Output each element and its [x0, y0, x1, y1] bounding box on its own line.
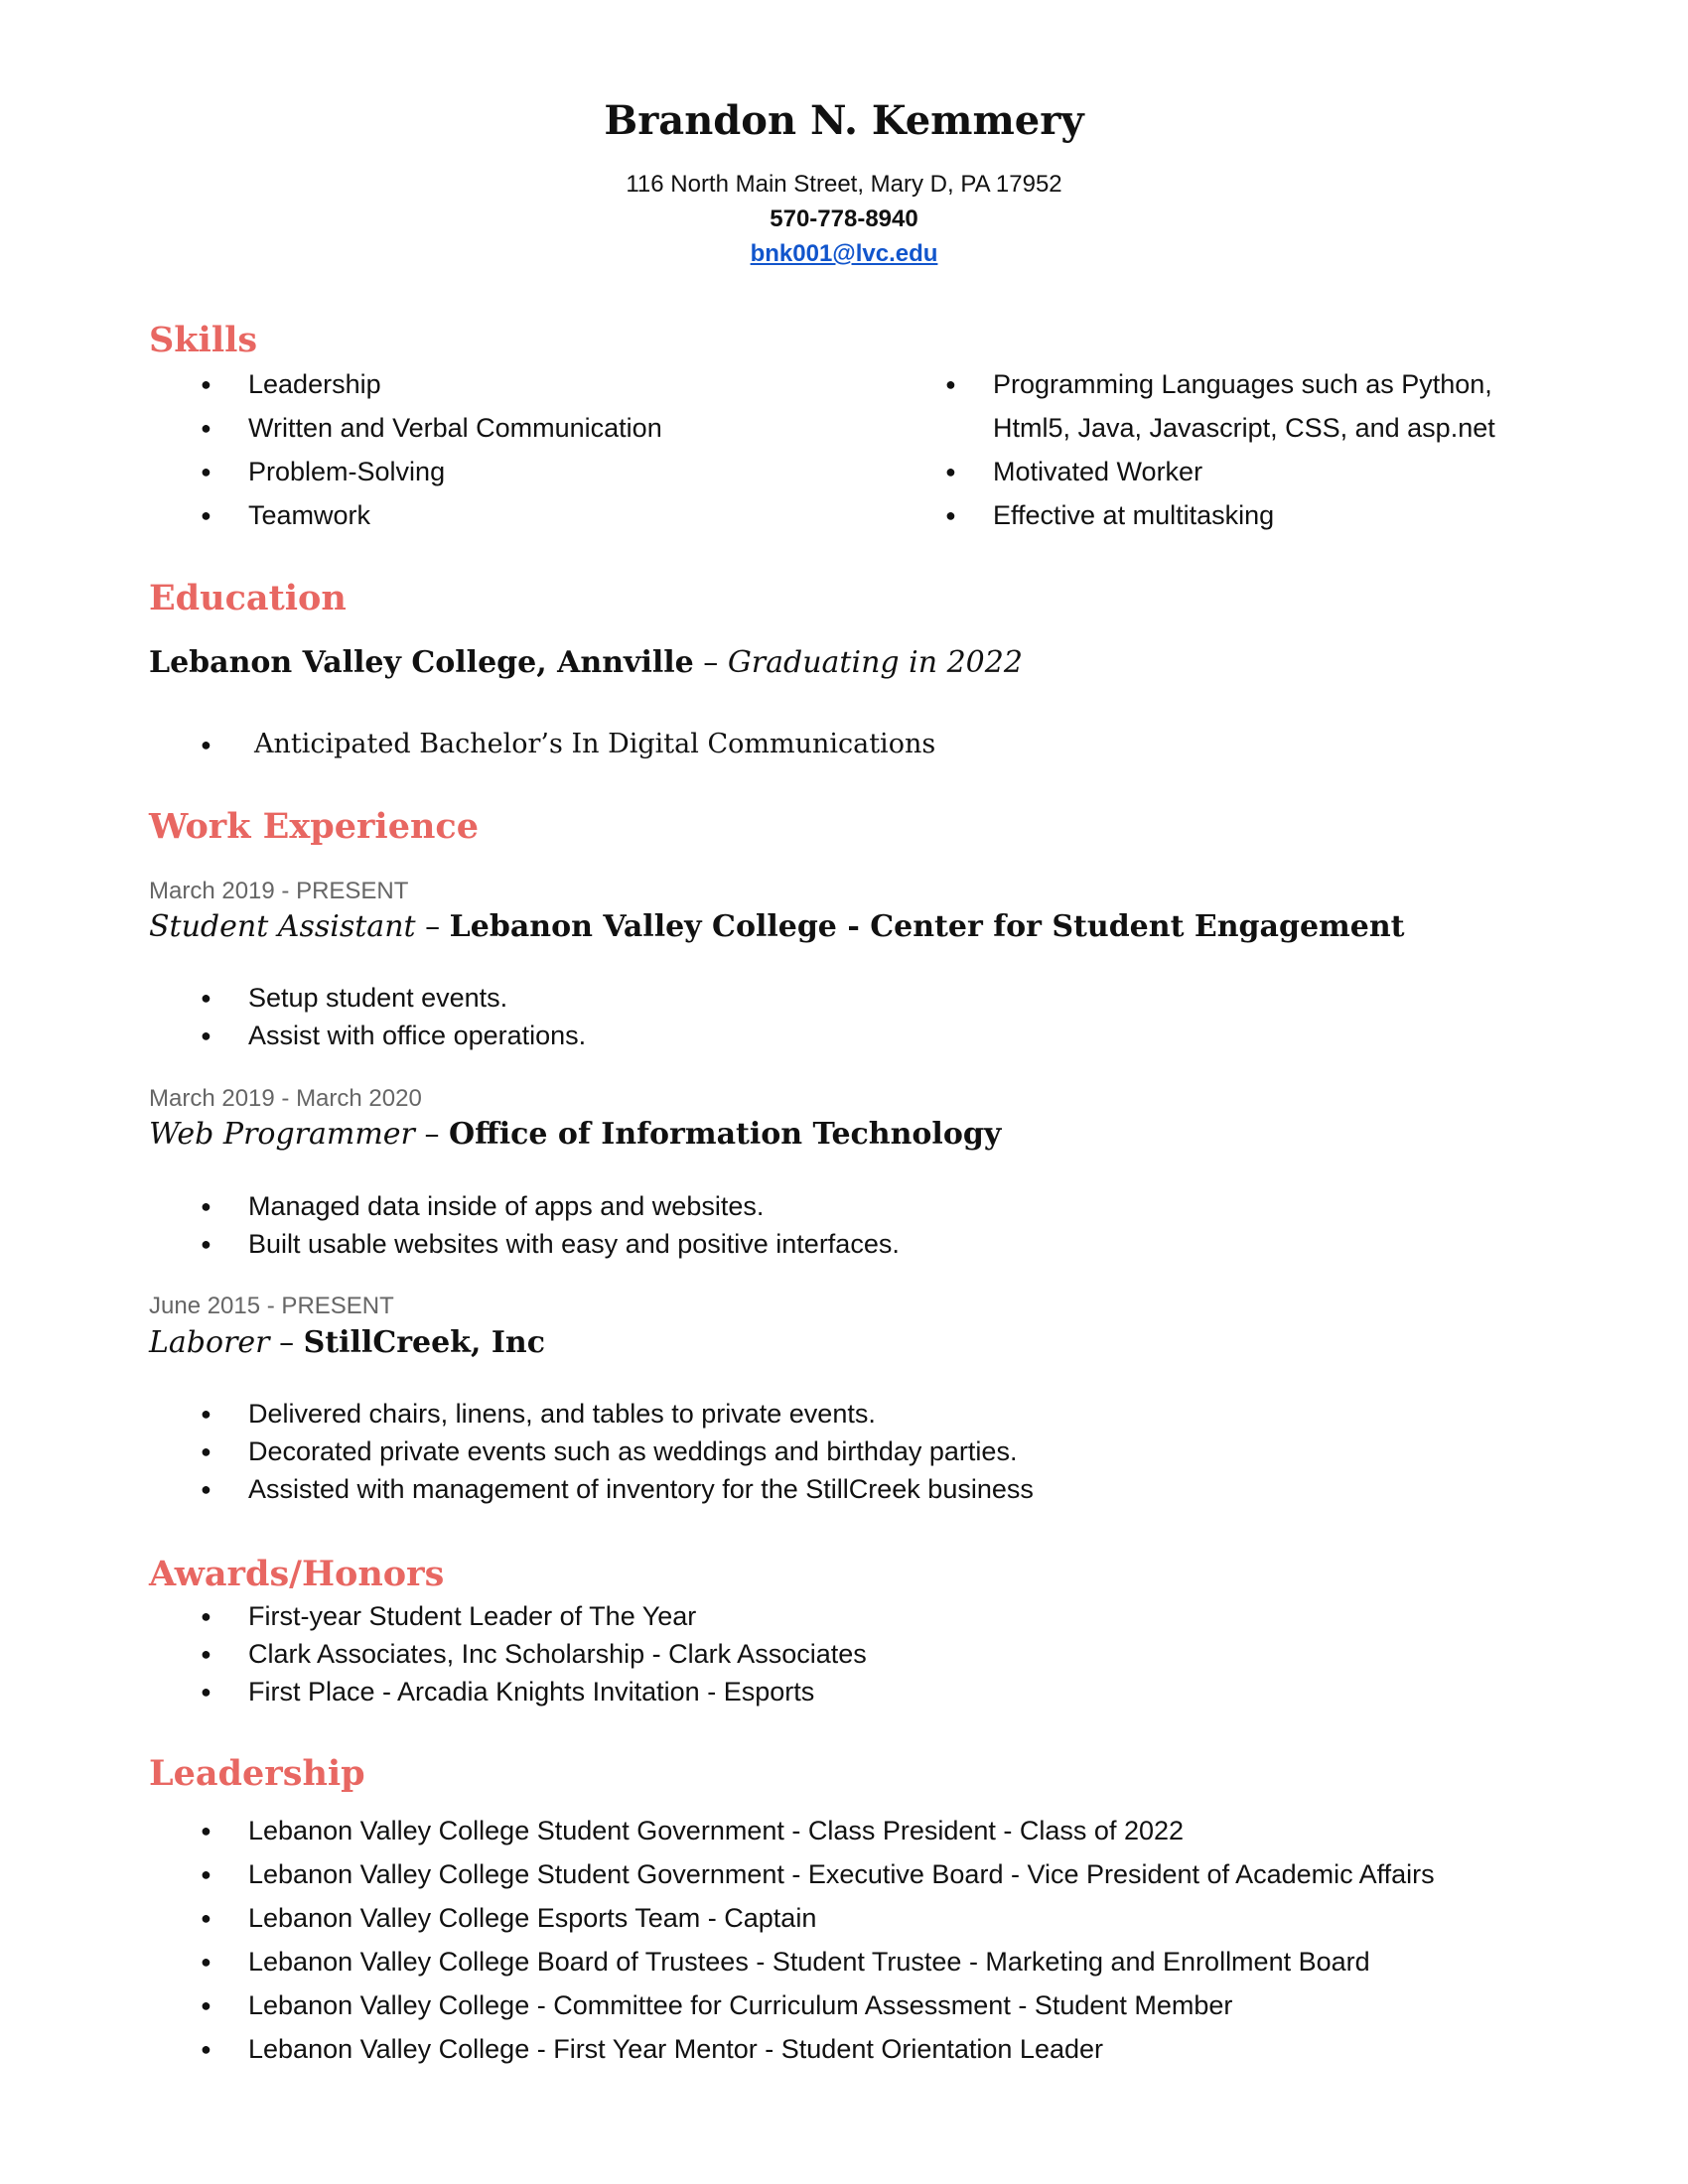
list-item: ● Lebanon Valley College Board of Trustees - Student Trustee - Marketing and Enrollment Board [149, 1940, 1559, 1983]
bullet-icon: ● [201, 1864, 211, 1884]
list-item: ● Lebanon Valley College Student Government - Executive Board - Vice President of Academic Affairs [149, 1852, 1559, 1896]
job-duties [149, 979, 1539, 1054]
phone: 570-778-8940 [770, 205, 918, 232]
list-item: ● Written and Verbal Communication [149, 406, 884, 450]
job-org: StillCreek, Inc [303, 1325, 545, 1360]
list-item: ● Setup student events. [149, 979, 1539, 1017]
job-title-line [149, 1325, 545, 1360]
skills-right-list [894, 362, 1589, 537]
list-item-continuation: Html5, Java, Javascript, CSS, and asp.net [993, 413, 1495, 443]
bullet-icon: ● [201, 988, 211, 1008]
job-role: Web Programmer [149, 1117, 415, 1152]
list-item: ● Decorated private events such as weddings and birthday parties. [149, 1433, 1539, 1470]
bullet-icon: ● [945, 462, 956, 481]
education-list [149, 723, 1539, 766]
bullet-icon: ● [201, 2039, 211, 2059]
bullet-icon: ● [201, 1025, 211, 1045]
bullet-icon: ● [201, 1234, 211, 1254]
list-item: ● First-year Student Leader of The Year [149, 1597, 1539, 1635]
education-line [149, 645, 1023, 680]
school-name: Lebanon Valley College, Annville [149, 645, 694, 680]
email-line [0, 240, 1688, 268]
bullet-icon: ● [201, 462, 211, 481]
bullet-icon: ● [201, 1821, 211, 1841]
job-dates: June 2015 - PRESENT [149, 1293, 394, 1319]
separator: – [703, 645, 719, 680]
list-item: ● Clark Associates, Inc Scholarship - Clark Associates [149, 1635, 1539, 1673]
list-item: ● Assist with office operations. [149, 1017, 1539, 1054]
list-item: ● Lebanon Valley College Esports Team - Captain [149, 1896, 1559, 1940]
email-link[interactable]: bnk001@lvc.edu [750, 240, 938, 267]
bullet-icon: ● [201, 1441, 211, 1461]
bullet-icon: ● [201, 374, 211, 394]
bullet-icon: ● [201, 1682, 211, 1702]
bullet-icon: ● [201, 1995, 211, 2015]
bullet-icon: ● [201, 505, 211, 525]
list-item: ● Lebanon Valley College - First Year Mentor - Student Orientation Leader [149, 2027, 1559, 2071]
graduation-date: Graduating in 2022 [727, 645, 1023, 680]
separator: – [424, 1117, 440, 1152]
list-item: ● Programming Languages such as Python, [894, 362, 1589, 406]
awards-heading: Awards/Honors [149, 1554, 445, 1594]
list-item: ● First Place - Arcadia Knights Invitation - Esports [149, 1673, 1539, 1710]
bullet-icon: ● [201, 1644, 211, 1664]
leadership-list [149, 1809, 1559, 2071]
job-dates: March 2019 - PRESENT [149, 878, 409, 904]
list-item: ● Teamwork [149, 493, 884, 537]
bullet-icon: ● [945, 374, 956, 394]
list-item: ● Managed data inside of apps and websites. [149, 1187, 1539, 1225]
awards-list [149, 1597, 1539, 1710]
separator: – [279, 1325, 295, 1360]
bullet-icon: ● [201, 1479, 211, 1499]
job-org: Lebanon Valley College - Center for Student Engagement [449, 909, 1405, 944]
separator: – [425, 909, 441, 944]
list-item: ● Problem-Solving [149, 450, 884, 493]
bullet-icon: ● [201, 1196, 211, 1216]
list-item: ● Built usable websites with easy and positive interfaces. [149, 1225, 1539, 1263]
bullet-icon: ● [201, 1908, 211, 1928]
job-dates: March 2019 - March 2020 [149, 1085, 422, 1112]
education-heading: Education [149, 578, 347, 618]
bullet-icon: ● [201, 418, 211, 438]
work-heading: Work Experience [149, 806, 479, 847]
list-item: ● Anticipated Bachelor’s In Digital Communications [149, 723, 1539, 766]
job-org: Office of Information Technology [448, 1117, 1002, 1152]
job-role: Student Assistant [149, 909, 416, 944]
bullet-icon: ● [201, 735, 211, 754]
list-item: ● Effective at multitasking [894, 493, 1589, 537]
leadership-heading: Leadership [149, 1753, 365, 1794]
bullet-icon: ● [201, 1952, 211, 1972]
list-item: ● Lebanon Valley College Student Government - Class President - Class of 2022 [149, 1809, 1559, 1852]
list-item: ● Lebanon Valley College - Committee for Curriculum Assessment - Student Member [149, 1983, 1559, 2027]
resume-name: Brandon N. Kemmery [604, 97, 1084, 144]
bullet-icon: ● [201, 1606, 211, 1626]
job-title-line [149, 1117, 1001, 1152]
list-item: ● Motivated Worker [894, 450, 1589, 493]
list-item: ● Assisted with management of inventory for the StillCreek business [149, 1470, 1539, 1508]
address: 116 North Main Street, Mary D, PA 17952 [626, 171, 1062, 198]
list-item: ● Leadership [149, 362, 884, 406]
job-title-line [149, 909, 1405, 944]
skills-left-list [149, 362, 884, 537]
bullet-icon: ● [945, 505, 956, 525]
skills-heading: Skills [149, 320, 258, 360]
job-duties [149, 1395, 1539, 1508]
list-item: ● Delivered chairs, linens, and tables to private events. [149, 1395, 1539, 1433]
job-role: Laborer [149, 1325, 270, 1360]
bullet-icon: ● [201, 1404, 211, 1424]
job-duties [149, 1187, 1539, 1263]
